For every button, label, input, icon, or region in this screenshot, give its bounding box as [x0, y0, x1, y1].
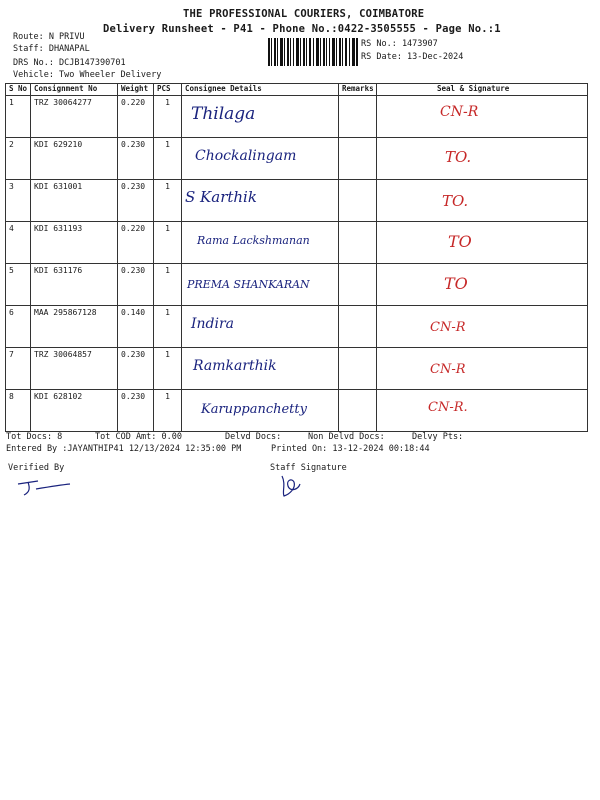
cell-consignment: KDI 629210 — [31, 138, 118, 180]
consignee-handwriting: PREMA SHANKARAN — [187, 278, 310, 291]
cell-pcs: 1 — [154, 348, 182, 390]
cell-weight: 0.140 — [118, 306, 154, 348]
cell-remarks — [339, 264, 377, 306]
seal-handwriting: TO — [444, 274, 468, 293]
cell-sno: 7 — [6, 348, 31, 390]
cell-remarks — [339, 306, 377, 348]
non-delivered-docs: Non Delvd Docs: — [308, 432, 385, 442]
vehicle-label: Vehicle: Two Wheeler Delivery — [13, 70, 162, 80]
cell-weight: 0.230 — [118, 138, 154, 180]
total-docs: Tot Docs: 8 — [6, 432, 63, 442]
consignee-handwriting: Chockalingam — [195, 148, 297, 164]
cell-consignee — [182, 96, 339, 138]
cell-seal — [377, 222, 588, 264]
cell-consignment: KDI 631176 — [31, 264, 118, 306]
cell-weight: 0.230 — [118, 348, 154, 390]
seal-handwriting: CN-R — [430, 362, 466, 377]
runsheet-subtitle: Delivery Runsheet - P41 - Phone No.:0422-3505555 - Page No.:1 — [103, 23, 501, 35]
consignee-handwriting: Thilaga — [191, 104, 256, 124]
cell-pcs: 1 — [154, 138, 182, 180]
col-header-weight: Weight — [118, 84, 154, 96]
route-label: Route: N PRIVU — [13, 32, 85, 42]
seal-handwriting: TO. — [445, 148, 472, 166]
consignee-handwriting: Karuppanchetty — [201, 402, 307, 417]
cell-sno: 3 — [6, 180, 31, 222]
cell-weight: 0.220 — [118, 96, 154, 138]
rs-number: RS No.: 1473907 — [361, 39, 438, 49]
cell-weight: 0.230 — [118, 264, 154, 306]
seal-handwriting: TO — [448, 232, 472, 251]
delivery-points: Delvy Pts: — [412, 432, 464, 442]
cell-weight: 0.230 — [118, 180, 154, 222]
cell-consignment: MAA 295867128 — [31, 306, 118, 348]
cell-remarks — [339, 180, 377, 222]
seal-handwriting: CN-R — [440, 104, 479, 120]
cell-consignee — [182, 348, 339, 390]
cell-consignment: TRZ 30064277 — [31, 96, 118, 138]
cell-sno: 2 — [6, 138, 31, 180]
verifier-signature-image — [14, 476, 74, 498]
cell-consignee — [182, 138, 339, 180]
seal-handwriting: CN-R. — [428, 400, 468, 415]
col-header-consignee: Consignee Details — [182, 84, 339, 96]
cell-pcs: 1 — [154, 96, 182, 138]
printed-on: Printed On: 13-12-2024 00:18:44 — [271, 444, 430, 454]
rs-date: RS Date: 13-Dec-2024 — [361, 52, 464, 62]
cell-seal — [377, 264, 588, 306]
table-row — [6, 390, 588, 432]
staff-signature-image — [276, 470, 306, 500]
cell-consignment: KDI 628102 — [31, 390, 118, 432]
col-header-seal: Seal & Signature — [377, 84, 588, 96]
cell-consignee — [182, 306, 339, 348]
cell-seal — [377, 348, 588, 390]
cell-consignee — [182, 222, 339, 264]
table-row — [6, 222, 588, 264]
entered-by: Entered By :JAYANTHIP41 12/13/2024 12:35:00 PM — [6, 444, 242, 454]
cell-remarks — [339, 222, 377, 264]
table-header-row — [6, 84, 588, 96]
cell-remarks — [339, 390, 377, 432]
table-row — [6, 348, 588, 390]
cell-pcs: 1 — [154, 264, 182, 306]
cell-sno: 5 — [6, 264, 31, 306]
col-header-pcs: PCS — [154, 84, 182, 96]
cell-sno: 4 — [6, 222, 31, 264]
seal-handwriting: CN-R — [430, 320, 466, 335]
cell-remarks — [339, 96, 377, 138]
total-cod-amount: Tot COD Amt: 0.00 — [95, 432, 182, 442]
cell-pcs: 1 — [154, 390, 182, 432]
company-title: THE PROFESSIONAL COURIERS, COIMBATORE — [183, 8, 425, 20]
cell-consignment: KDI 631193 — [31, 222, 118, 264]
cell-seal — [377, 390, 588, 432]
table-row — [6, 180, 588, 222]
cell-seal — [377, 138, 588, 180]
table-row — [6, 264, 588, 306]
col-header-consignment: Consignment No — [31, 84, 118, 96]
cell-pcs: 1 — [154, 180, 182, 222]
cell-seal — [377, 180, 588, 222]
col-header-remarks: Remarks — [339, 84, 377, 96]
col-header-sno: S No — [6, 84, 31, 96]
cell-pcs: 1 — [154, 222, 182, 264]
cell-seal — [377, 306, 588, 348]
staff-signature-label: Staff Signature — [270, 463, 347, 473]
table-row — [6, 138, 588, 180]
consignee-handwriting: Ramkarthik — [193, 358, 277, 374]
cell-sno: 1 — [6, 96, 31, 138]
cell-consignment: KDI 631001 — [31, 180, 118, 222]
cell-consignee — [182, 264, 339, 306]
cell-weight: 0.220 — [118, 222, 154, 264]
table-row — [6, 306, 588, 348]
delivered-docs: Delvd Docs: — [225, 432, 282, 442]
cell-remarks — [339, 348, 377, 390]
consignee-handwriting: Rama Lackshmanan — [197, 234, 310, 247]
consignee-handwriting: S Karthik — [185, 188, 257, 206]
barcode-image — [268, 38, 358, 66]
verified-by-label: Verified By — [8, 463, 65, 473]
cell-sno: 6 — [6, 306, 31, 348]
cell-sno: 8 — [6, 390, 31, 432]
cell-seal — [377, 96, 588, 138]
consignee-handwriting: Indira — [191, 316, 235, 332]
runsheet-table — [5, 83, 588, 432]
cell-consignee — [182, 180, 339, 222]
cell-pcs: 1 — [154, 306, 182, 348]
cell-remarks — [339, 138, 377, 180]
cell-weight: 0.230 — [118, 390, 154, 432]
seal-handwriting: TO. — [442, 192, 469, 210]
drs-number: DRS No.: DCJB147390701 — [13, 58, 126, 68]
cell-consignment: TRZ 30064857 — [31, 348, 118, 390]
table-row — [6, 96, 588, 138]
cell-consignee — [182, 390, 339, 432]
staff-label: Staff: DHANAPAL — [13, 44, 90, 54]
